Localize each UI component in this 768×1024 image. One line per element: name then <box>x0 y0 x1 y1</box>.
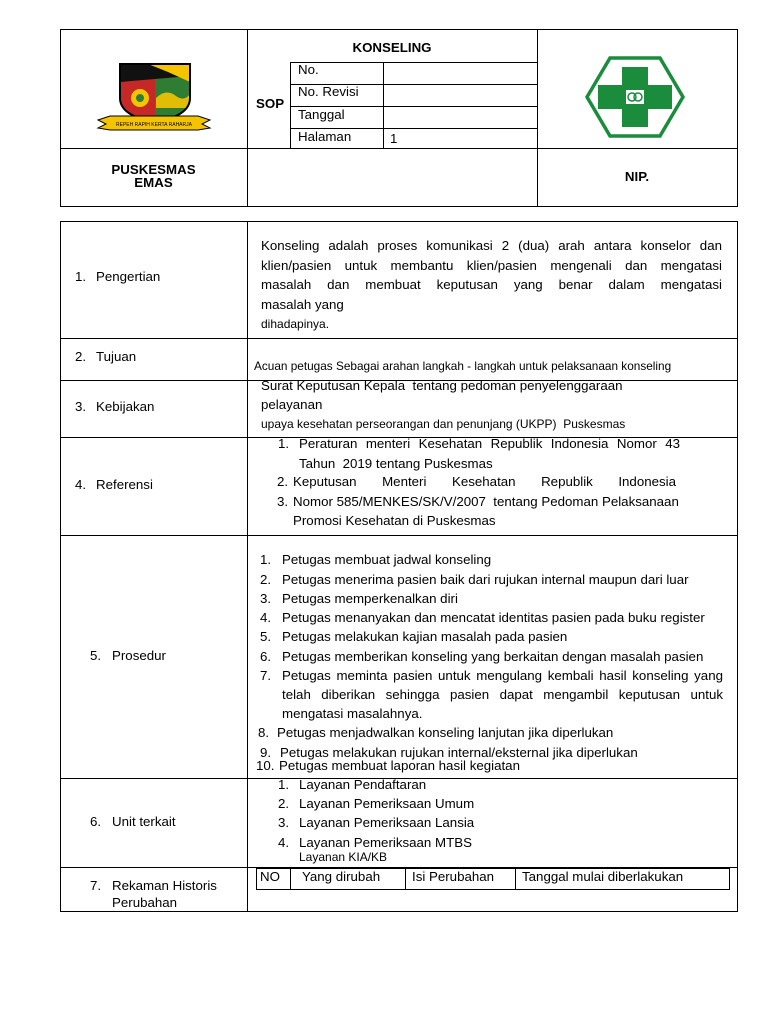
table-border <box>256 889 730 890</box>
table-border <box>60 535 738 536</box>
list-item: Petugas memperkenalkan diri <box>282 591 458 606</box>
health-cross-hexagon-icon <box>584 55 686 139</box>
list-item: Petugas menjadwalkan konseling lanjutan jika diperlukan <box>277 725 614 740</box>
table-border <box>60 148 738 149</box>
list-number: 3. <box>278 815 290 830</box>
section-label-rekaman-line2: Perubahan <box>112 895 178 910</box>
list-number: 1. <box>278 777 290 792</box>
list-item: Petugas menanyakan dan mencatat identitas pasien pada buku register <box>282 610 705 625</box>
section-label-rekaman: Rekaman Historis <box>112 878 217 893</box>
list-item: Petugas membuat laporan hasil kegiatan <box>279 758 520 773</box>
paragraph-line: masalah yang <box>261 297 344 312</box>
table-border <box>729 868 730 890</box>
table-border <box>60 911 738 912</box>
list-number: 5. <box>260 629 272 644</box>
field-label-tanggal: Tanggal <box>298 107 345 122</box>
table-border <box>256 868 257 890</box>
list-number: 2. <box>277 474 289 489</box>
list-item: Tahun 2019 tentang Puskesmas <box>299 456 493 471</box>
section-label-kebijakan: Kebijakan <box>96 399 155 414</box>
list-item: Nomor 585/MENKES/SK/V/2007 tentang Pedoman Pelaksanaan <box>293 494 679 509</box>
list-number: 10. <box>256 758 275 773</box>
kebijakan-line: Surat Keputusan Kepala tentang pedoman penyelenggaraan <box>261 378 623 393</box>
table-border <box>383 62 384 148</box>
section-number: 2. <box>75 349 87 364</box>
column-header: Yang dirubah <box>302 869 381 884</box>
list-item: Petugas melakukan rujukan internal/eksternal jika diperlukan <box>280 745 638 760</box>
list-item: telah diberikan sehingga pasien dapat mengambil keputusan untuk <box>282 687 723 702</box>
list-number: 2. <box>278 796 290 811</box>
section-number: 6. <box>90 814 102 829</box>
table-border <box>515 868 516 890</box>
table-border <box>247 221 248 912</box>
regency-shield-icon <box>96 58 212 134</box>
tujuan-text: Acuan petugas Sebagai arahan langkah - langkah untuk pelaksanaan konseling <box>254 359 672 373</box>
field-value-halaman: 1 <box>390 131 398 146</box>
list-number: 8. <box>258 725 270 740</box>
sop-label: SOP <box>256 96 285 111</box>
org-name-line2: EMAS <box>134 175 173 190</box>
table-border <box>290 62 537 63</box>
kebijakan-line: pelayanan <box>261 397 323 412</box>
list-item: Peraturan menteri Kesehatan Republik Indonesia Nomor 43 <box>299 436 680 451</box>
field-label-revisi: No. Revisi <box>298 84 359 99</box>
list-number: 3. <box>277 494 289 509</box>
section-label-prosedur: Prosedur <box>112 648 166 663</box>
list-number: 6. <box>260 649 272 664</box>
list-item: Petugas memberikan konseling yang berkaitan dengan masalah pasien <box>282 649 704 664</box>
section-label-pengertian: Pengertian <box>96 269 161 284</box>
paragraph-line: masalah dan membuat keputusan yang benar dalam mengatasi <box>261 277 722 292</box>
list-number: 1. <box>278 436 290 451</box>
list-number: 1. <box>260 552 272 567</box>
document-title: KONSELING <box>352 40 432 55</box>
org-name-line1: PUSKESMAS <box>111 162 196 177</box>
list-item: mengatasi masalahnya. <box>282 706 423 721</box>
list-item: Layanan Pendaftaran <box>299 777 427 792</box>
list-item: Petugas membuat jadwal konseling <box>282 552 492 567</box>
paragraph-line: Konseling adalah proses komunikasi 2 (dua) arah antara konselor dan <box>261 238 722 253</box>
table-border <box>290 868 291 890</box>
nip-label: NIP. <box>624 169 650 184</box>
field-label-no: No. <box>298 62 319 77</box>
section-label-tujuan: Tujuan <box>96 349 137 364</box>
list-item: Layanan Pemeriksaan Umum <box>299 796 475 811</box>
list-number: 4. <box>260 610 272 625</box>
table-border <box>60 29 738 30</box>
list-item: Layanan Pemeriksaan MTBS <box>299 835 472 850</box>
table-border <box>60 221 61 912</box>
list-item: Petugas meminta pasien untuk mengulang kembali hasil konseling yang <box>282 668 723 683</box>
logo-motto: REPEH RAPIH KERTA RAHARJA <box>116 122 192 128</box>
list-note: Layanan KIA/KB <box>299 850 388 864</box>
list-item: Petugas menerima pasien baik dari rujukan internal maupun dari luar <box>282 572 689 587</box>
section-number: 1. <box>75 269 87 284</box>
paragraph-line: klien/pasien untuk membantu klien/pasien mengenali dan mengatasi <box>261 258 722 273</box>
column-header: Isi Perubahan <box>412 869 495 884</box>
list-number: 7. <box>260 668 272 683</box>
table-border <box>60 221 738 222</box>
section-number: 7. <box>90 878 102 893</box>
table-border <box>737 29 738 207</box>
table-border <box>737 221 738 912</box>
list-number: 9. <box>260 745 272 760</box>
list-item: Promosi Kesehatan di Puskesmas <box>293 513 496 528</box>
section-label-unit-terkait: Unit terkait <box>112 814 176 829</box>
paragraph-line: dihadapinya. <box>261 317 330 331</box>
section-number: 5. <box>90 648 102 663</box>
section-number: 3. <box>75 399 87 414</box>
list-number: 4. <box>278 835 290 850</box>
column-header: NO <box>260 869 280 884</box>
list-item: Layanan Pemeriksaan Lansia <box>299 815 475 830</box>
section-label-referensi: Referensi <box>96 477 153 492</box>
field-label-halaman: Halaman <box>298 129 352 144</box>
column-header: Tanggal mulai diberlakukan <box>522 869 684 884</box>
kebijakan-line: upaya kesehatan perseorangan dan penunjang (UKPP) Puskesmas <box>261 417 626 431</box>
table-border <box>290 62 291 148</box>
list-item: Petugas melakukan kajian masalah pada pasien <box>282 629 568 644</box>
section-number: 4. <box>75 477 87 492</box>
table-border <box>60 338 738 339</box>
list-number: 2. <box>260 572 272 587</box>
list-number: 3. <box>260 591 272 606</box>
table-border <box>60 206 738 207</box>
table-border <box>405 868 406 890</box>
list-item: Keputusan Menteri Kesehatan Republik Indonesia <box>293 474 676 489</box>
